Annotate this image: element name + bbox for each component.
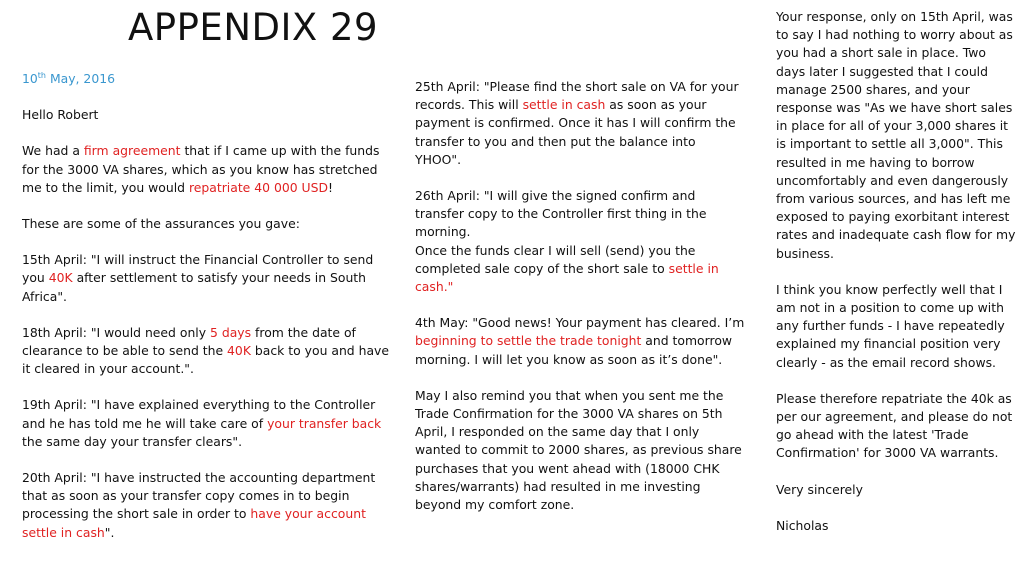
q19-highlight: your transfer back xyxy=(267,415,382,431)
q26-text-1: 26th April: "I will give the signed confirm and transfer copy to the Controller first thing in the morning. xyxy=(415,188,707,240)
q15-highlight: 40K xyxy=(48,270,73,286)
page-title: APPENDIX 29 xyxy=(128,6,379,49)
q18-highlight-days: 5 days xyxy=(210,324,252,340)
q18-text-3: back to you and have it cleared in your account.". xyxy=(22,343,390,377)
letter-column-middle xyxy=(415,78,745,514)
q26-highlight: settle in cash." xyxy=(415,260,719,295)
intro-text-2: that if I came up with the funds for the 3000 VA shares, which as you know has stretched me to the limit, you would xyxy=(22,143,380,195)
q4may-text-2: and tomorrow morning. I will let you know as soon as it’s done". xyxy=(415,333,733,367)
q19-text-1: 19th April: "I have explained everything to the Controller and he has told me he will take care of xyxy=(22,397,376,431)
date-day: 10 xyxy=(22,71,38,86)
q18-highlight-amount: 40K xyxy=(227,343,251,359)
request-paragraph: Please therefore repatriate the 40k as per our agreement, and please do not go ahead with the latest 'Trade Confirmation' for 3000 VA warrants. xyxy=(776,390,1013,461)
q25-highlight: settle in cash xyxy=(522,97,606,113)
q4may-highlight: beginning to settle the trade tonight xyxy=(415,333,642,349)
q25-text-2: as soon as your payment is confirmed. Once it has I will confirm the transfer to you and then put the balance into YHOO". xyxy=(415,97,736,167)
quote-18-april xyxy=(22,324,394,379)
q15-text-2: after settlement to satisfy your needs in South Africa". xyxy=(22,270,367,304)
closing: Very sincerely xyxy=(776,481,863,497)
signature: Nicholas xyxy=(776,517,829,533)
quote-15-april xyxy=(22,251,394,306)
q15-text-1: 15th April: "I will instruct the Financial Controller to send you xyxy=(22,252,374,286)
letter-column-left xyxy=(22,70,394,542)
q20-text-2: ". xyxy=(104,524,115,540)
intro-paragraph xyxy=(22,142,394,197)
intro-highlight-repatriate: repatriate 40 000 USD xyxy=(188,179,329,195)
intro-text-1: We had a xyxy=(22,143,84,159)
intro-highlight-agreement: firm agreement xyxy=(83,143,181,159)
letter-column-right xyxy=(776,8,1016,535)
quote-26-april xyxy=(415,187,745,296)
q18-text-1: 18th April: "I would need only xyxy=(22,324,211,340)
intro-text-3: ! xyxy=(328,179,333,195)
position-paragraph: I think you know perfectly well that I am not in a position to come up with any further funds - I have repeatedly explained my financial position very clearly - as the email record shows. xyxy=(776,281,1005,370)
reminder-paragraph: May I also remind you that when you sent me the Trade Confirmation for the 3000 VA shares on 5th April, I responded on the same day that I only wanted to commit to 2000 shares, as previous share purchases that you went ahead with (18000 CHK shares/warrants) had resulted in me investing beyond my comfort zone. xyxy=(415,387,742,513)
q26-text-2: Once the funds clear I will sell (send) you the completed sale copy of the short sale to xyxy=(415,242,696,276)
date-suffix: th xyxy=(37,70,46,80)
q18-text-2: from the date of clearance to be able to send the xyxy=(22,324,356,359)
quote-4-may xyxy=(415,314,745,369)
q4may-text-1: 4th May: "Good news! Your payment has cleared. I’m xyxy=(415,315,745,331)
greeting: Hello Robert xyxy=(22,107,99,123)
quote-20-april xyxy=(22,469,394,542)
q20-highlight: have your account settle in cash xyxy=(22,506,366,540)
q19-text-2: the same day your transfer clears". xyxy=(22,433,243,449)
quote-25-april xyxy=(415,78,745,169)
q20-text-1: 20th April: "I have instructed the accounting department that as soon as your transfer copy comes in to begin processing the short sale in order to xyxy=(22,470,376,522)
assurances-intro: These are some of the assurances you gave: xyxy=(22,216,300,232)
quote-19-april xyxy=(22,396,394,451)
response-paragraph: Your response, only on 15th April, was to say I had nothing to worry about as you had a short sale in place. Two days later I suggested that I could manage 2500 shares, and your response was "As we have short sales in place for all of your 3,000 shares it is important to settle all 3,000". This resulted in me having to borrow uncomfortably and even dangerously from various sources, and has left me exposed to paying exorbitant interest rates and inadequate cash flow for my business. xyxy=(776,9,1016,261)
q25-text-1: 25th April: "Please find the short sale on VA for your records. This will xyxy=(415,79,739,113)
date-rest: May, 2016 xyxy=(46,71,115,86)
letter-date xyxy=(22,70,394,88)
